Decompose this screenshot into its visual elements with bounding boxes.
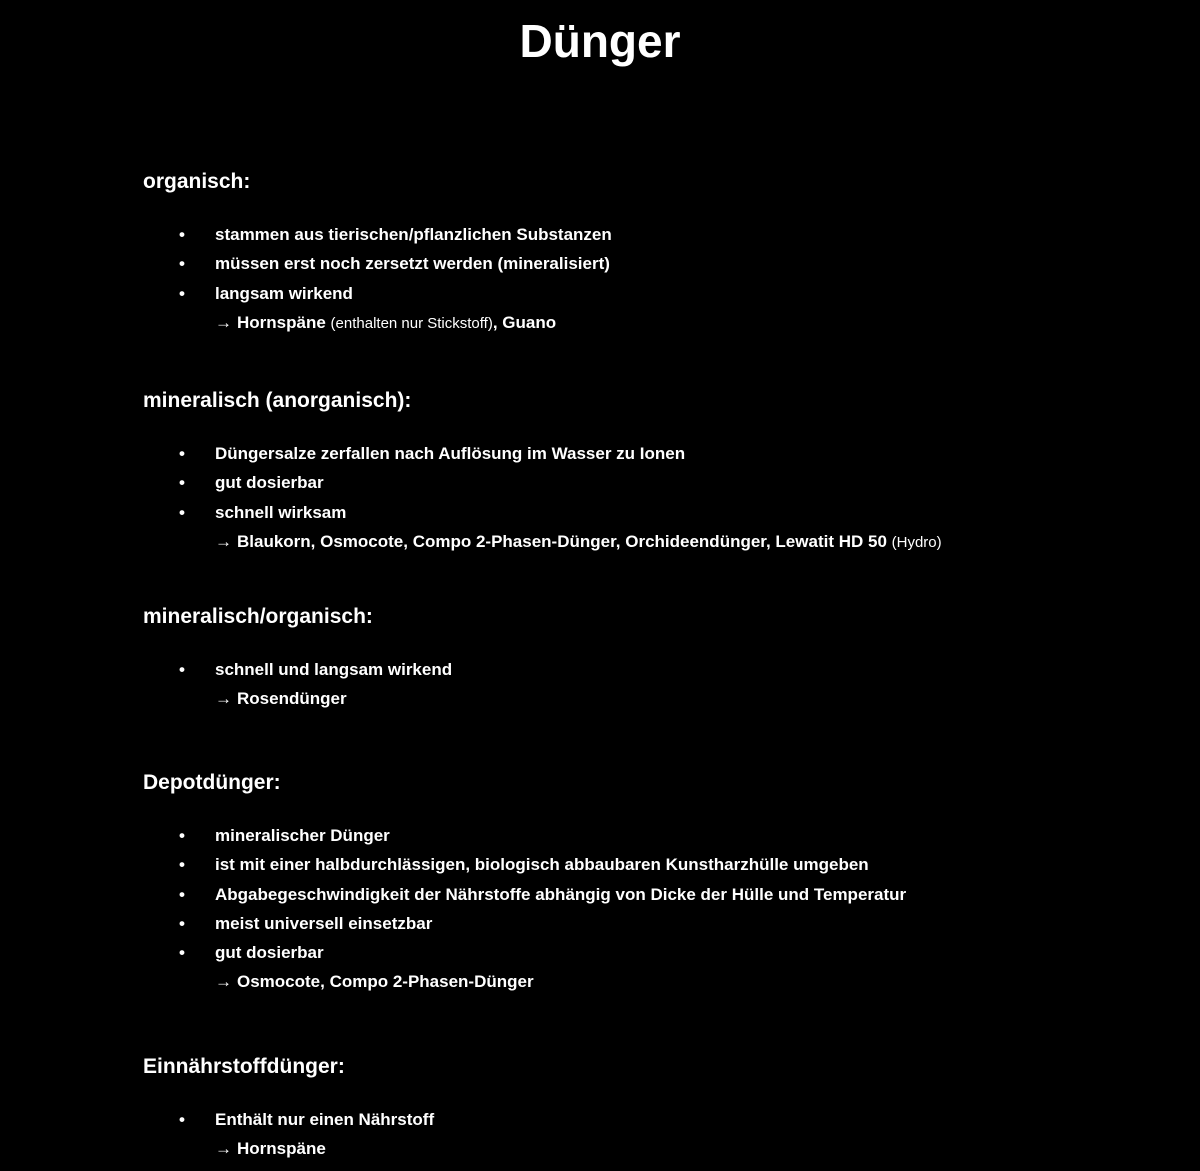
note: (enthalten nur Stickstoff) [330, 314, 493, 332]
bullet-icon: • [179, 1110, 185, 1129]
section-mineralisch-organisch [143, 603, 1143, 709]
bullet-icon: • [179, 660, 185, 679]
list-item: • gut dosierbar [143, 468, 1143, 497]
arrow-right-icon: → [215, 689, 232, 709]
list-item: • ist mit einer halbdurchlässigen, biologisch abbaubaren Kunstharzhülle umgeben [143, 850, 1143, 879]
list-item: • Enthält nur einen Nährstoff [143, 1105, 1143, 1134]
bullet-list [143, 439, 1143, 556]
bullet-icon: • [179, 225, 185, 244]
arrow-right-icon: → [215, 531, 232, 551]
example-line: → Hornspäne (enthalten nur Stickstoff), Guano [215, 312, 557, 332]
section-organisch [143, 168, 1143, 332]
bullet-icon: • [179, 855, 185, 875]
bullet-icon: • [179, 943, 185, 963]
bullet-icon: • [179, 502, 185, 522]
section-mineralisch [143, 387, 1143, 551]
section-heading: Depotdünger: [143, 771, 281, 794]
example-line: → Rosendünger [215, 689, 347, 709]
bullet-icon: • [179, 254, 185, 274]
section-heading: Einnährstoffdünger: [143, 1055, 345, 1078]
list-item: • stammen aus tierischen/pflanzlichen Substanzen [143, 220, 1143, 249]
page-title: Dünger [519, 15, 681, 67]
arrow-right-icon: → [215, 312, 232, 332]
bullet-icon: • [179, 444, 185, 463]
section-heading: mineralisch/organisch: [143, 605, 373, 628]
list-item: • Düngersalze zerfallen nach Auflösung im Wasser zu Ionen [143, 439, 1143, 468]
example-line: → Osmocote, Compo 2-Phasen-Dünger [215, 972, 534, 992]
bullet-list [143, 655, 1143, 713]
bullet-icon: • [179, 473, 185, 493]
list-item: • Abgabegeschwindigkeit der Nährstoffe abhängig von Dicke der Hülle und Temperatur [143, 880, 1143, 909]
list-item: • gut dosierbar [143, 938, 1143, 967]
bullet-icon: • [179, 826, 185, 845]
bullet-list [143, 220, 1143, 337]
list-item: • schnell wirksam [143, 498, 1143, 527]
arrow-right-icon: → [215, 972, 232, 992]
arrow-right-icon: → [215, 1139, 232, 1159]
list-item: • meist universell einsetzbar [143, 909, 1143, 938]
list-item: • schnell und langsam wirkend [143, 655, 1143, 684]
bullet-icon: • [179, 283, 185, 303]
list-item: • müssen erst noch zersetzt werden (mineralisiert) [143, 249, 1143, 278]
list-item: • mineralischer Dünger [143, 821, 1143, 850]
note: (Hydro) [891, 533, 942, 551]
bullet-list [143, 821, 1143, 996]
section-heading: organisch: [143, 170, 251, 193]
bullet-icon: • [179, 913, 185, 933]
section-heading: mineralisch (anorganisch): [143, 389, 412, 412]
section-einnaehrstoffduenger [143, 1053, 1143, 1159]
section-depotduenger [143, 769, 1143, 992]
bullet-list [143, 1105, 1143, 1163]
example-line: → Hornspäne [215, 1139, 326, 1159]
list-item: • langsam wirkend [143, 279, 1143, 308]
example-line: → Blaukorn, Osmocote, Compo 2-Phasen-Dünger, Orchideendünger, Lewatit HD 50 (Hydro) [215, 531, 942, 551]
bullet-icon: • [179, 884, 185, 904]
